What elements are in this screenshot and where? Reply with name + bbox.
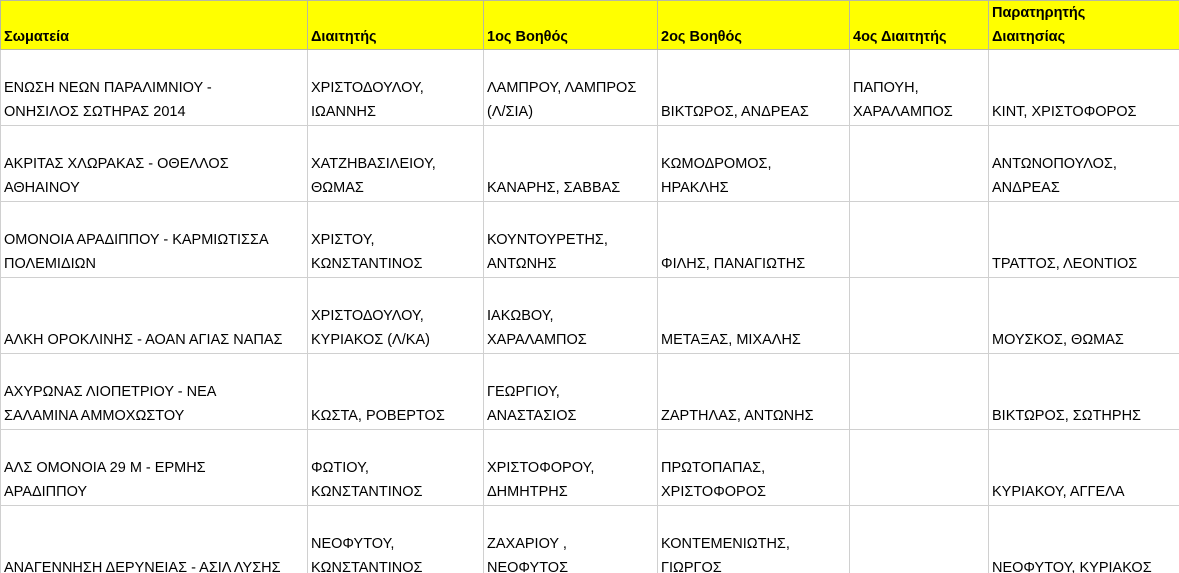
table-body xyxy=(1,50,1179,573)
cell-text-line: ΚΙΝΤ, ΧΡΙΣΤΟΦΟΡΟΣ xyxy=(992,104,1137,120)
cell-fourth-official[interactable] xyxy=(850,126,989,202)
cell-text-line: ΠΑΠΟΥΗ, xyxy=(853,80,919,96)
cell-text-line: 1ος Βοηθός xyxy=(487,29,568,45)
cell-referee-observer[interactable] xyxy=(989,506,1179,573)
cell-text-line: ΚΩΝΣΤΑΝΤΙΝΟΣ xyxy=(311,484,423,500)
cell-text-line: ΑΝΤΩΝΟΠΟΥΛΟΣ, xyxy=(992,156,1117,172)
cell-referee-observer[interactable] xyxy=(989,430,1179,506)
cell-text-line: ΧΑΡΑΛΑΜΠΟΣ xyxy=(853,104,953,120)
cell-text-line: ΚΩΜΟΔΡΟΜΟΣ, xyxy=(661,156,772,172)
cell-text-line: ΓΕΩΡΓΙΟΥ, xyxy=(487,384,560,400)
cell-text-line: ΖΑΡΤΗΛΑΣ, ΑΝΤΩΝΗΣ xyxy=(661,408,814,424)
header-row xyxy=(1,1,1179,50)
cell-referee[interactable] xyxy=(308,202,484,278)
cell-text-line: ΟΝΗΣΙΛΟΣ ΣΩΤΗΡΑΣ 2014 xyxy=(4,104,186,120)
cell-text-line: ΠΟΛΕΜΙΔΙΩΝ xyxy=(4,256,96,272)
header-referee-observer[interactable] xyxy=(989,1,1179,50)
cell-text-line: ΖΑΧΑΡΙΟΥ , xyxy=(487,536,567,552)
cell-text-line: ΑΝΑΣΤΑΣΙΟΣ xyxy=(487,408,577,424)
cell-text-line: ΝΕΟΦΥΤΟΥ, xyxy=(311,536,395,552)
cell-text-line: ΤΡΑΤΤΟΣ, ΛΕΟΝΤΙΟΣ xyxy=(992,256,1138,272)
cell-text-line: ΧΑΡΑΛΑΜΠΟΣ xyxy=(487,332,587,348)
cell-match[interactable] xyxy=(1,506,308,573)
cell-text-line: ΚΥΡΙΑΚΟΣ (Λ/ΚΑ) xyxy=(311,332,430,348)
table-row xyxy=(1,202,1179,278)
cell-text-line: ΕΝΩΣΗ ΝΕΩΝ ΠΑΡΑΛΙΜΝΙΟΥ - xyxy=(4,80,212,96)
cell-second-assistant[interactable] xyxy=(658,278,850,354)
header-first-assistant[interactable] xyxy=(484,1,658,50)
cell-second-assistant[interactable] xyxy=(658,354,850,430)
cell-text-line: ΚΩΣΤΑ, ΡΟΒΕΡΤΟΣ xyxy=(311,408,445,424)
cell-text-line: 2ος Βοηθός xyxy=(661,29,742,45)
header-clubs[interactable] xyxy=(1,1,308,50)
cell-text-line: ΑΝΑΓΕΝΝΗΣΗ ΔΕΡΥΝΕΙΑΣ - ΑΣΙΛ ΛΥΣΗΣ xyxy=(4,560,281,573)
cell-text-line: ΧΡΙΣΤΟΥ, xyxy=(311,232,375,248)
cell-text-line: ΑΝΤΩΝΗΣ xyxy=(487,256,557,272)
cell-text-line: ΑΛΣ ΟΜΟΝΟΙΑ 29 Μ - ΕΡΜΗΣ xyxy=(4,460,206,476)
cell-referee-observer[interactable] xyxy=(989,50,1179,126)
cell-text-line: ΧΡΙΣΤΟΔΟΥΛΟΥ, xyxy=(311,308,424,324)
cell-text-line: ΦΙΛΗΣ, ΠΑΝΑΓΙΩΤΗΣ xyxy=(661,256,806,272)
cell-fourth-official[interactable] xyxy=(850,430,989,506)
header-fourth-official[interactable] xyxy=(850,1,989,50)
cell-referee-observer[interactable] xyxy=(989,126,1179,202)
table-row xyxy=(1,506,1179,573)
cell-match[interactable] xyxy=(1,50,308,126)
cell-fourth-official[interactable] xyxy=(850,50,989,126)
table-row xyxy=(1,278,1179,354)
cell-second-assistant[interactable] xyxy=(658,50,850,126)
cell-fourth-official[interactable] xyxy=(850,278,989,354)
cell-text-line: ΚΟΝΤΕΜΕΝΙΩΤΗΣ, xyxy=(661,536,790,552)
cell-text-line: ΟΜΟΝΟΙΑ ΑΡΑΔΙΠΠΟΥ - ΚΑΡΜΙΩΤΙΣΣΑ xyxy=(4,232,269,248)
cell-fourth-official[interactable] xyxy=(850,202,989,278)
cell-text-line: ΗΡΑΚΛΗΣ xyxy=(661,180,729,196)
cell-text-line: ΑΛΚΗ ΟΡΟΚΛΙΝΗΣ - ΑΟΑΝ ΑΓΙΑΣ ΝΑΠΑΣ xyxy=(4,332,283,348)
cell-text-line: ΙΑΚΩΒΟΥ, xyxy=(487,308,554,324)
cell-referee[interactable] xyxy=(308,278,484,354)
cell-referee[interactable] xyxy=(308,50,484,126)
cell-first-assistant[interactable] xyxy=(484,126,658,202)
cell-text-line: ΦΩΤΙΟΥ, xyxy=(311,460,369,476)
cell-text-line: ΑΘΗΑΙΝΟΥ xyxy=(4,180,80,196)
cell-text-line: ΚΑΝΑΡΗΣ, ΣΑΒΒΑΣ xyxy=(487,180,621,196)
cell-text-line: ΒΙΚΤΩΡΟΣ, ΣΩΤΗΡΗΣ xyxy=(992,408,1142,424)
cell-second-assistant[interactable] xyxy=(658,126,850,202)
cell-text-line: ΚΟΥΝΤΟΥΡΕΤΗΣ, xyxy=(487,232,608,248)
cell-text-line: ΑΡΑΔΙΠΠΟΥ xyxy=(4,484,88,500)
table-row xyxy=(1,50,1179,126)
cell-text-line: ΚΩΝΣΤΑΝΤΙΝΟΣ xyxy=(311,256,423,272)
cell-second-assistant[interactable] xyxy=(658,506,850,573)
cell-fourth-official[interactable] xyxy=(850,354,989,430)
cell-text-line: ΧΡΙΣΤΟΦΟΡΟΣ xyxy=(661,484,766,500)
table-row xyxy=(1,430,1179,506)
cell-text-line: ΧΑΤΖΗΒΑΣΙΛΕΙΟΥ, xyxy=(311,156,436,172)
cell-text-line: ΙΩΑΝΝΗΣ xyxy=(311,104,376,120)
cell-text-line: ΜΟΥΣΚΟΣ, ΘΩΜΑΣ xyxy=(992,332,1124,348)
cell-first-assistant[interactable] xyxy=(484,50,658,126)
cell-referee[interactable] xyxy=(308,506,484,573)
cell-text-line: ΚΥΡΙΑΚΟΥ, ΑΓΓΕΛΑ xyxy=(992,484,1125,500)
cell-text-line: ΒΙΚΤΩΡΟΣ, ΑΝΔΡΕΑΣ xyxy=(661,104,809,120)
cell-text-line: ΓΙΩΡΓΟΣ xyxy=(661,560,722,573)
cell-text-line: ΛΑΜΠΡΟΥ, ΛΑΜΠΡΟΣ xyxy=(487,80,637,96)
cell-text-line: ΝΕΟΦΥΤΟΣ xyxy=(487,560,569,573)
cell-text-line: ΧΡΙΣΤΟΦΟΡΟΥ, xyxy=(487,460,595,476)
cell-text-line: ΑΚΡΙΤΑΣ ΧΛΩΡΑΚΑΣ - ΟΘΕΛΛΟΣ xyxy=(4,156,229,172)
cell-first-assistant[interactable] xyxy=(484,506,658,573)
cell-text-line: ΚΩΝΣΤΑΝΤΙΝΟΣ xyxy=(311,560,423,573)
cell-match[interactable] xyxy=(1,354,308,430)
cell-text-line: ΝΕΟΦΥΤΟΥ, ΚΥΡΙΑΚΟΣ xyxy=(992,560,1152,573)
cell-text-line: ΠΡΩΤΟΠΑΠΑΣ, xyxy=(661,460,766,476)
header-referee[interactable] xyxy=(308,1,484,50)
cell-first-assistant[interactable] xyxy=(484,354,658,430)
cell-match[interactable] xyxy=(1,430,308,506)
cell-text-line: ΜΕΤΑΞΑΣ, ΜΙΧΑΛΗΣ xyxy=(661,332,801,348)
cell-second-assistant[interactable] xyxy=(658,430,850,506)
cell-referee[interactable] xyxy=(308,430,484,506)
cell-referee[interactable] xyxy=(308,354,484,430)
cell-text-line: ΧΡΙΣΤΟΔΟΥΛΟΥ, xyxy=(311,80,424,96)
cell-text-line: ΔΗΜΗΤΡΗΣ xyxy=(487,484,568,500)
cell-referee[interactable] xyxy=(308,126,484,202)
table-row xyxy=(1,354,1179,430)
cell-referee-observer[interactable] xyxy=(989,354,1179,430)
cell-first-assistant[interactable] xyxy=(484,430,658,506)
cell-second-assistant[interactable] xyxy=(658,202,850,278)
cell-match[interactable] xyxy=(1,202,308,278)
cell-text-line: Διαιτησίας xyxy=(992,29,1066,45)
cell-text-line: Σωματεία xyxy=(4,29,70,45)
cell-fourth-official[interactable] xyxy=(850,506,989,573)
cell-referee-observer[interactable] xyxy=(989,278,1179,354)
header-second-assistant[interactable] xyxy=(658,1,850,50)
cell-first-assistant[interactable] xyxy=(484,202,658,278)
cell-text-line: Παρατηρητής xyxy=(992,5,1086,21)
cell-match[interactable] xyxy=(1,126,308,202)
table-header xyxy=(1,1,1179,50)
cell-text-line: Διαιτητής xyxy=(311,29,377,45)
cell-text-line: 4ος Διαιτητής xyxy=(853,29,947,45)
cell-match[interactable] xyxy=(1,278,308,354)
cell-text-line: ΘΩΜΑΣ xyxy=(311,180,364,196)
table-row xyxy=(1,126,1179,202)
cell-text-line: ΣΑΛΑΜΙΝΑ ΑΜΜΟΧΩΣΤΟΥ xyxy=(4,408,185,424)
cell-text-line: (Λ/ΣΙΑ) xyxy=(487,104,534,120)
cell-text-line: ΑΧΥΡΩΝΑΣ ΛΙΟΠΕΤΡΙΟΥ - ΝΕΑ xyxy=(4,384,217,400)
cell-text-line: ΑΝΔΡΕΑΣ xyxy=(992,180,1060,196)
cell-first-assistant[interactable] xyxy=(484,278,658,354)
cell-referee-observer[interactable] xyxy=(989,202,1179,278)
